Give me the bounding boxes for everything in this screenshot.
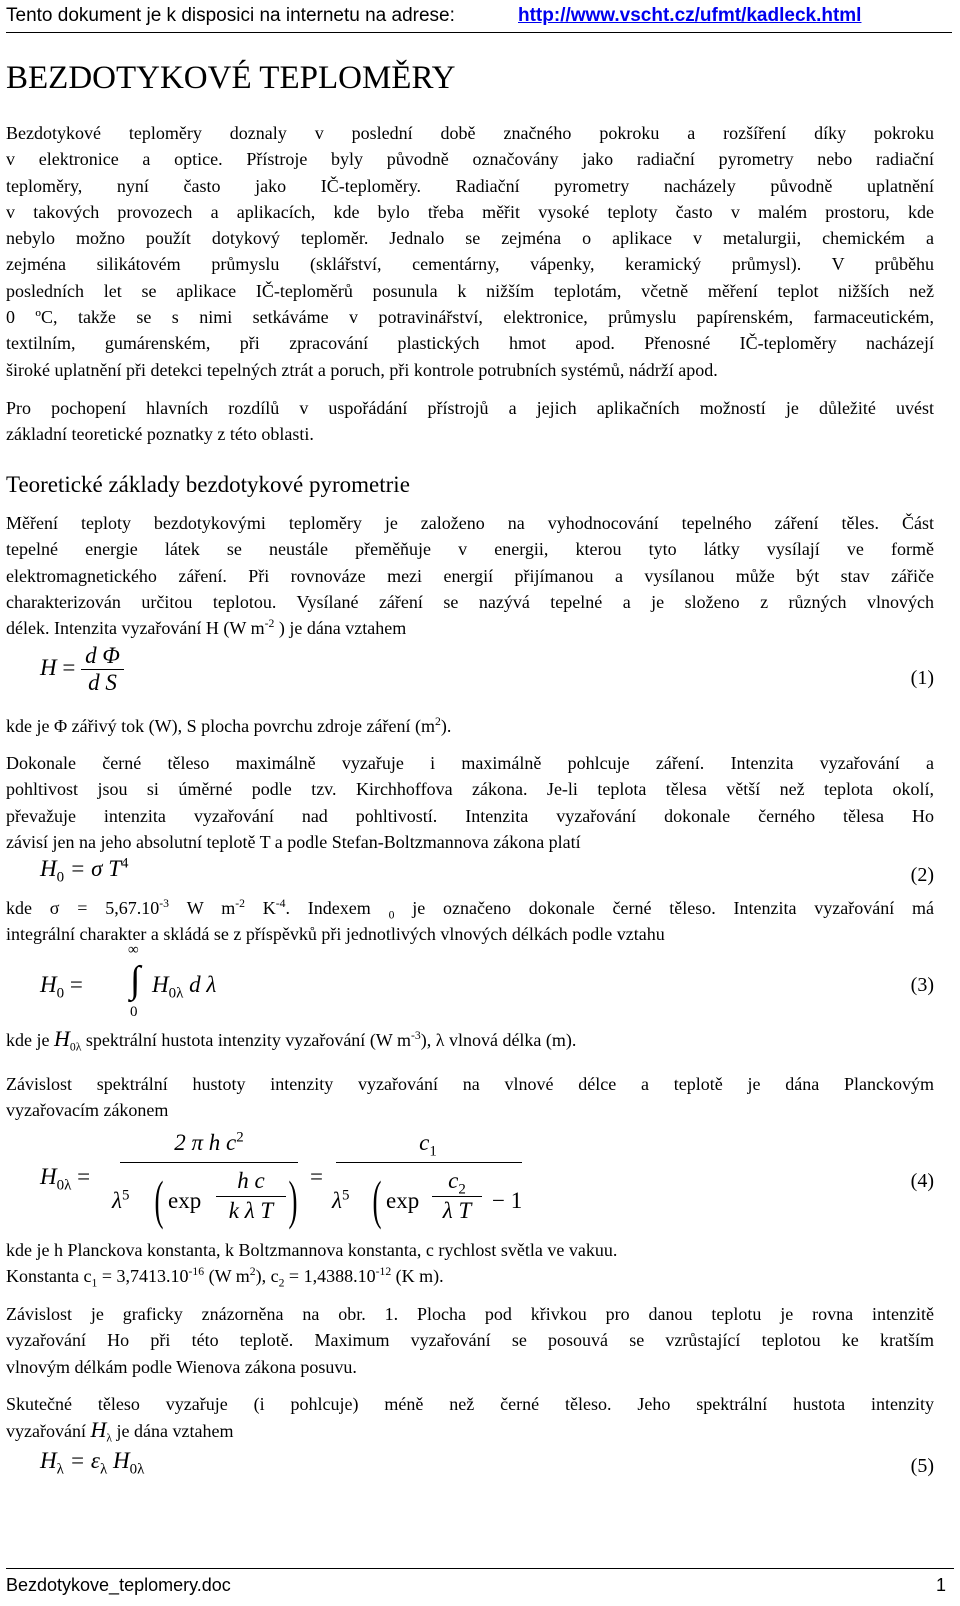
equation-number: (3) [910,974,934,996]
text-line: závisí jen na jeho absolutní teplotě T a podle Stefan-Boltzmannova zákona platí [6,831,581,852]
header-link[interactable]: http://www.vscht.cz/ufmt/kadleck.html [518,5,862,26]
equation-3: $H_0$ = ∞ ∫ 0 $H_{0\lambda}$ d λ [40,942,217,1020]
text-line: posledních let se aplikace IČ-teploměrů posunula k nižším teplotám, včetně měření teplot nižších než [6,280,934,301]
section-heading: Teoretické základy bezdotykové pyrometrie [6,472,410,497]
paragraph-7 [6,1391,934,1444]
paragraph-2 [6,395,934,448]
equation-number: (5) [910,1455,934,1477]
text-line: Měření teploty bezdotykovými teploměry je založeno na vyhodnocování tepelného záření těles. Část [6,513,934,533]
paragraph-6 [6,1301,934,1380]
text-line: integrální charakter a skládá se z příspěvků při jednotlivých vlnových délkách podle vztahu [6,924,665,945]
text-line: Konstanta $c_1 = 3,7413.10^{-16}$ (W $m^2$), $c_2 = 1,4388.10^{-12}$ (K m). [6,1265,444,1290]
text-line: 0 ºC, takže se s nimi setkáváme v potravinářství, elektronice, průmyslu papírenském, farmaceutickém, [6,307,934,328]
document-title: BEZDOTYKOVÉ TEPLOMĚRY [6,60,456,96]
text-line: zejména silikátovém průmyslu (sklářství, cementárny, vápenky, keramický průmysl). V průběhu [6,254,934,275]
page-number: 1 [935,1575,946,1595]
equation-1: H = $\frac{\text{d Φ}}{\text{d S}}$ [40,643,124,696]
text-line: vyzařování $H_\lambda$ je dána vztahem [6,1417,234,1445]
text-line: v takových provozech a aplikacích, kde bylo třeba měřit vysoké teploty často v malém prostoru, kde [6,201,934,222]
text-line: široké uplatnění při detekci tepelných ztrát a poruch, při kontrole potrubních systémů, nádrží apod. [6,359,718,380]
footer-rule [6,1568,954,1569]
text-line: Dokonale černé těleso maximálně vyzařuje i maximálně pohlcuje záření. Intenzita vyzařování a [6,753,934,773]
after-eq1 [6,713,934,739]
equation-4: $H_{0\lambda}$ = 2 π h $c^2$ $\lambda^5$ ( exp h c k λ T ) = $c_1$ $\lambda^5$ ( exp $c_2$ λ T − 1 [40,1129,523,1230]
page-header [6,2,946,28]
text-line: kde je h Planckova konstanta, k Boltzmannova konstanta, c rychlost světla ve vakuu. [6,1240,618,1260]
intro-paragraph [6,120,934,383]
after-eq3 [6,1026,934,1052]
text-line: kde je $H_{0\lambda}$ spektrální hustota intenzity vyzařování (W $m^{-3}$), λ vlnová délka (m). [6,1026,577,1054]
text-line: tepelné energie látek se neustále přeměňuje v energii, kterou tyto látky vysílají ve formě [6,539,934,560]
text-line: převažuje intenzita vyzařování nad pohltivostí. Intenzita vyzařování dokonale černého tělesa Ho [6,805,934,826]
header-text: Tento dokument je k disposici na internetu na adrese: [6,5,455,26]
footer-filename: Bezdotykove_teplomery.doc [6,1575,231,1595]
text-line: Závislost je graficky znázorněna na obr. 1. Plocha pod křivkou pro danou teplotu je rovna intenzitě [6,1304,934,1324]
text-line: kde je Φ zářivý tok (W), S plocha povrchu zdroje záření $(m^2)$. [6,715,452,736]
text-line: pohltivost jsou si úměrné podle tzv. Kirchhoffova zákona. Je-li teplota tělesa větší než teplota okolí, [6,779,934,800]
paragraph-4 [6,750,934,855]
paragraph-3 [6,510,934,641]
text-line: Skutečné těleso vyzařuje (i pohlcuje) méně než černé těleso. Jeho spektrální hustota intenzity [6,1394,934,1414]
text-line: kde $\sigma = 5,67.10^{-3}$ W $m^{-2}$ $K^{-4}$. Indexem $_0$ je označeno dokonale černé těleso. Intenzita vyzařování má [6,897,935,922]
text-line: nebylo možno použít dotykový teploměr. Jednalo se zejména o aplikace v metalurgii, chemickém a [6,228,934,249]
text-line: Závislost spektrální hustoty intenzity vyzařování na vlnové délce a teplotě je dána Planckovým [6,1074,934,1094]
after-eq4 [6,1237,934,1290]
text-line: elektromagnetického záření. Při rovnováze mezi energií přijímanou a vysílanou může být stav zářiče [6,565,934,586]
paragraph-5 [6,1071,934,1124]
equation-2: $H_0 = \sigma$ $T^4$ [40,855,129,886]
header-rule [6,32,952,33]
equation-number: (1) [910,667,934,689]
text-line: Pro pochopení hlavních rozdílů v uspořádání přístrojů a jejich aplikačních možností je důležité uvést [6,398,934,418]
equation-5: $H_\lambda = \varepsilon_\lambda$ $H_{0\lambda}$ [40,1448,145,1478]
text-line: vyzařování Ho při této teplotě. Maximum vyzařování se posouvá se vzrůstající teplotou ke kratším [6,1330,934,1351]
text-line: základní teoretické poznatky z této oblasti. [6,424,314,445]
equation-number: (2) [910,864,934,886]
text-line: charakterizován určitou teplotou. Vysílané záření se nazývá tepelné a je složeno z různých vlnových [6,591,934,612]
text-line: Bezdotykové teploměry doznaly v poslední době značného pokroku a rozšíření díky pokroku [6,123,934,143]
text-line: v elektronice a optice. Přístroje byly původně označovány jako radiační pyrometry nebo radiační [6,149,934,170]
equation-number: (4) [910,1170,934,1192]
text-line: délek. Intenzita vyzařování H (W $m^{-2}$ ) je dána vztahem [6,617,407,639]
text-line: vlnovým délkám podle Wienova zákona posuvu. [6,1356,357,1377]
text-line: vyzařovacím zákonem [6,1100,169,1121]
text-line: textilním, gumárenském, při zpracování plastických hmot apod. Přenosné IČ-teploměry nacházejí [6,333,934,354]
after-eq2 [6,895,934,948]
text-line: teploměry, nyní často jako IČ-teploměry. Radiační pyrometry nacházely původně uplatnění [6,175,934,196]
